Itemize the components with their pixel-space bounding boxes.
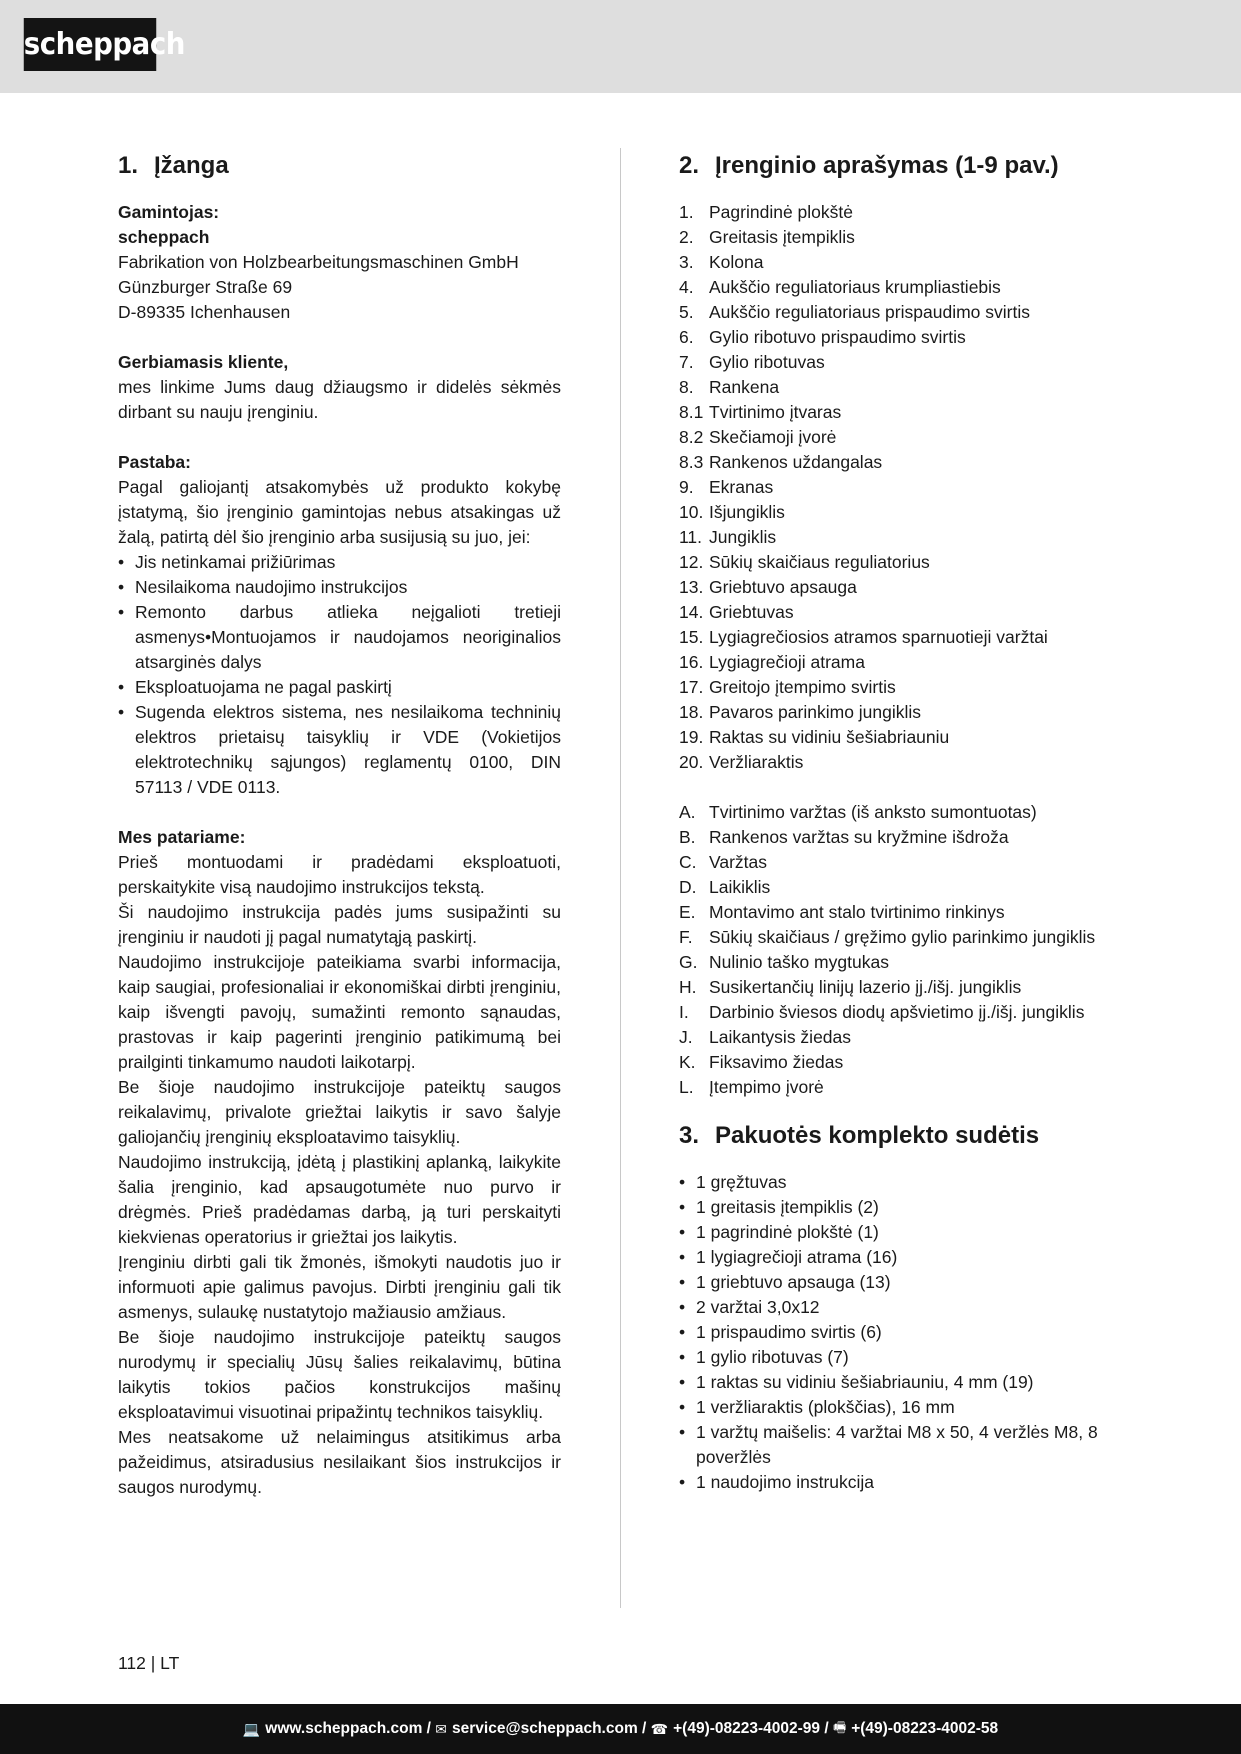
list-item: 10. Išjungiklis: [679, 502, 785, 522]
list-item: J. Laikantysis žiedas: [679, 1027, 852, 1047]
manufacturer-line-3: D-89335 Ichenhausen: [118, 302, 291, 322]
list-item: 20. Veržliaraktis: [679, 752, 804, 772]
scheppach-logo: scheppach: [24, 18, 156, 71]
list-item: K. Fiksavimo žiedas: [679, 1052, 844, 1072]
note-bullets: [118, 550, 561, 800]
list-item: 11. Jungiklis: [679, 527, 777, 547]
manufacturer-label: Gamintojas:: [118, 202, 220, 222]
column-divider: [620, 148, 621, 1608]
greeting-label: Gerbiamasis kliente,: [118, 352, 289, 372]
greeting-block: [118, 350, 561, 425]
list-item: 9. Ekranas: [679, 477, 774, 497]
list-item: • Nesilaikoma naudojimo instrukcijos: [118, 575, 561, 600]
list-item: • 1 gręžtuvas: [679, 1170, 1139, 1195]
list-item: • 1 pagrindinė plokštė (1): [679, 1220, 1139, 1245]
list-item: 5. Aukščio reguliatoriaus prispaudimo svirtis: [679, 302, 1030, 322]
list-item: 12. Sūkių skaičiaus reguliatorius: [679, 552, 930, 572]
list-item: 8.2 Skečiamoji įvorė: [679, 427, 837, 447]
fax-icon: 🖷: [832, 1719, 847, 1735]
list-item: 3. Kolona: [679, 252, 764, 272]
manufacturer-line-2: Günzburger Straße 69: [118, 277, 293, 297]
advice-paragraph: Naudojimo instrukciją, įdėtą į plastikinį aplanką, laikykite šalia įrenginio, kad apsaugotumėte nuo purvo ir drėgmės. Prieš pradėdamas darbą, ją turi perskaityti kiekvienas operatorius ir griežtai jos laikytis.: [118, 1152, 561, 1247]
greeting-text: mes linkime Jums daug džiaugsmo ir didelės sėkmės dirbant su nauju įrenginiu.: [118, 377, 561, 422]
list-item: B. Rankenos varžtas su kryžmine išdroža: [679, 827, 1009, 847]
parts-list: [679, 200, 1139, 775]
email-icon: ✉: [435, 1720, 448, 1737]
list-item: 14. Griebtuvas: [679, 602, 794, 622]
list-item: • 1 griebtuvo apsauga (13): [679, 1270, 1139, 1295]
header-band: [0, 0, 1241, 93]
list-item: L. Įtempimo įvorė: [679, 1077, 824, 1097]
list-item: • 1 greitasis įtempiklis (2): [679, 1195, 1139, 1220]
list-item: • 2 varžtai 3,0x12: [679, 1295, 1139, 1320]
list-item: I. Darbinio šviesos diodų apšvietimo įj./išj. jungiklis: [679, 1002, 1085, 1022]
footer-band: 💻 www.scheppach.com / ✉ service@scheppach.com / ☎ +(49)-08223-4002-99 / 🖷 +(49)-08223-4002-58: [0, 1704, 1241, 1754]
list-item: • 1 naudojimo instrukcija: [679, 1470, 1139, 1495]
note-block: [118, 450, 561, 800]
manufacturer-name: scheppach: [118, 227, 210, 247]
list-item: • Remonto darbus atlieka neįgalioti tretieji asmenys•Montuojamos ir naudojamos neoriginalios atsarginės dalys: [118, 600, 561, 675]
advice-paragraph: Prieš montuodami ir pradėdami eksploatuoti, perskaitykite visą naudojimo instrukcijos tekstą.: [118, 852, 561, 897]
list-item: 16. Lygiagrečioji atrama: [679, 652, 865, 672]
website-link[interactable]: www.scheppach.com: [265, 1720, 423, 1737]
list-item: • 1 raktas su vidiniu šešiabriauniu, 4 mm (19): [679, 1370, 1139, 1395]
section-3-heading: 3. Pakuotės komplekto sudėtis: [679, 1122, 1040, 1149]
list-item: 1. Pagrindinė plokštė: [679, 202, 853, 222]
package-contents-list: [679, 1170, 1139, 1495]
accessory-list: [679, 800, 1139, 1100]
list-item: D. Laikiklis: [679, 877, 771, 897]
left-column: [118, 148, 561, 1500]
list-item: 2. Greitasis įtempiklis: [679, 227, 855, 247]
advice-paragraph: Mes neatsakome už nelaimingus atsitikimus arba pažeidimus, atsiradusius nesilaikant šios instrukcijos ir saugos nurodymų.: [118, 1427, 561, 1497]
list-item: • Eksploatuojama ne pagal paskirtį: [118, 675, 561, 700]
manufacturer-line-1: Fabrikation von Holzbearbeitungsmaschinen GmbH: [118, 252, 519, 272]
list-item: E. Montavimo ant stalo tvirtinimo rinkinys: [679, 902, 1005, 922]
list-item: 19. Raktas su vidiniu šešiabriauniu: [679, 727, 950, 747]
phone-icon: ☎: [650, 1720, 669, 1737]
advice-paragraph: Naudojimo instrukcijoje pateikiama svarbi informacija, kaip saugiai, profesionaliai ir ekonomiškai dirbti įrenginiu, kaip išvengti pavojų, sumažinti remonto sąnaudas, prastovas ir kaip pagerinti įrenginio patikimumą bei prailginti tinkamumo naudoti laikotarpį.: [118, 952, 561, 1072]
list-item: 15. Lygiagrečiosios atramos sparnuotieji varžtai: [679, 627, 1048, 647]
section-2-heading: 2. Įrenginio aprašymas (1-9 pav.): [679, 152, 1059, 179]
list-item: • 1 gylio ribotuvas (7): [679, 1345, 1139, 1370]
list-item: 8. Rankena: [679, 377, 780, 397]
list-item: • 1 prispaudimo svirtis (6): [679, 1320, 1139, 1345]
list-item: 8.1 Tvirtinimo įtvaras: [679, 402, 842, 422]
list-item: • Sugenda elektros sistema, nes nesilaikoma techninių elektros prietaisų taisyklių ir VDE (Vokietijos elektrotechnikų sąjungos) reglamentų 0100, DIN 57113 / VDE 0113.: [118, 700, 561, 800]
list-item: H. Susikertančių linijų lazerio įj./išj. jungiklis: [679, 977, 1022, 997]
right-column: [679, 148, 1139, 1495]
manufacturer-block: [118, 200, 561, 325]
advice-paragraph: Ši naudojimo instrukcija padės jums susipažinti su įrenginiu ir naudoti jį pagal numatytąją paskirtį.: [118, 902, 561, 947]
list-item: 13. Griebtuvo apsauga: [679, 577, 857, 597]
list-item: 17. Greitojo įtempimo svirtis: [679, 677, 896, 697]
list-item: A. Tvirtinimo varžtas (iš anksto sumontuotas): [679, 802, 1037, 822]
advice-paragraph: Be šioje naudojimo instrukcijoje pateiktų saugos nurodymų ir specialių Jūsų šalies reikalavimų, būtina laikytis tokios pačios konstrukcijos mašinų eksploatavimui visuotinai pripažintų technikos taisyklių.: [118, 1327, 561, 1422]
list-item: 4. Aukščio reguliatoriaus krumpliastiebis: [679, 277, 1001, 297]
email-link[interactable]: service@scheppach.com: [452, 1720, 638, 1737]
list-item: 6. Gylio ribotuvo prispaudimo svirtis: [679, 327, 966, 347]
list-item: • 1 varžtų maišelis: 4 varžtai M8 x 50, 4 veržlės M8, 8 poveržlės: [679, 1420, 1139, 1470]
computer-icon: 💻: [242, 1720, 261, 1737]
advice-label: Mes patariame:: [118, 827, 246, 847]
phone-number: +(49)-08223-4002-99: [673, 1720, 821, 1737]
list-item: • 1 lygiagrečioji atrama (16): [679, 1245, 1139, 1270]
advice-block: [118, 825, 561, 1500]
advice-paragraph: Be šioje naudojimo instrukcijoje pateiktų saugos reikalavimų, privalote griežtai laikytis ir savo šalyje galiojančių įrenginių eksploatavimo taisyklių.: [118, 1077, 561, 1147]
fax-number: +(49)-08223-4002-58: [851, 1720, 999, 1737]
note-label: Pastaba:: [118, 452, 191, 472]
list-item: F. Sūkių skaičiaus / gręžimo gylio parinkimo jungiklis: [679, 927, 1096, 947]
list-item: 7. Gylio ribotuvas: [679, 352, 825, 372]
list-item: • 1 veržliaraktis (plokščias), 16 mm: [679, 1395, 1139, 1420]
section-1-heading: 1. Įžanga: [118, 152, 229, 179]
note-text: Pagal galiojantį atsakomybės už produkto kokybę įstatymą, šio įrenginio gamintojas nebus atsakingas už žalą, patirtą dėl šio įrenginio arba susijusią su juo, jei:: [118, 477, 561, 547]
list-item: G. Nulinio taško mygtukas: [679, 952, 889, 972]
page-number: 112 | LT: [118, 1653, 180, 1673]
list-item: 18. Pavaros parinkimo jungiklis: [679, 702, 922, 722]
list-item: 8.3 Rankenos uždangalas: [679, 452, 883, 472]
advice-paragraph: Įrenginiu dirbti gali tik žmonės, išmokyti naudotis juo ir informuoti apie galimus pavojus. Dirbti įrenginiu gali tik asmenys, sulaukę nustatytojo mažiausio amžiaus.: [118, 1252, 561, 1322]
list-item: C. Varžtas: [679, 852, 768, 872]
list-item: • Jis netinkamai prižiūrimas: [118, 550, 561, 575]
